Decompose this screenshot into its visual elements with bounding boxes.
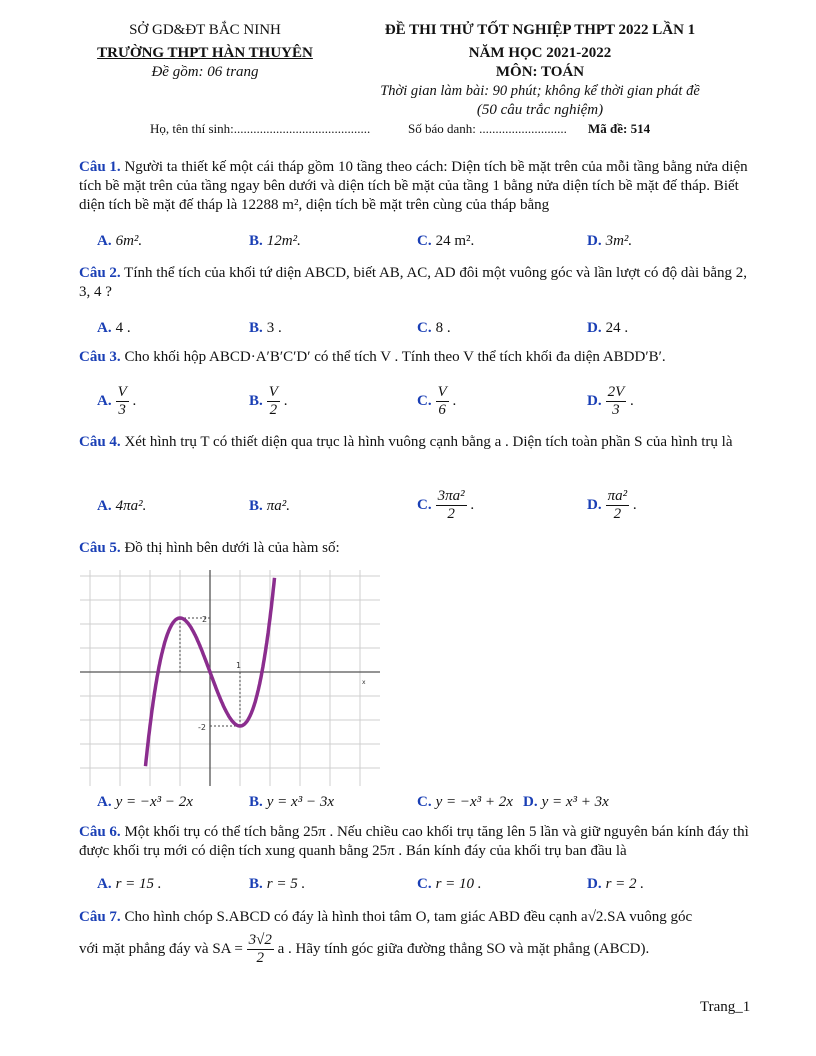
x-axis-label: x (362, 679, 366, 686)
question-1 (79, 158, 759, 215)
function-graph (80, 570, 380, 786)
option-b[interactable]: B. 3 . (249, 320, 282, 336)
question-text: Xét hình trụ T có thiết diện qua trục là hình vuông cạnh bằng a . Diện tích toàn phần S của hình trụ là (124, 434, 733, 450)
candidate-id-line: Số báo danh: ........................... (408, 121, 567, 136)
sa-fraction: $\frac{3√2}{2}$ (248, 932, 272, 966)
tick-label-x1: 1 (236, 661, 242, 670)
school-name: TRƯỜNG THPT HÀN THUYÊN (97, 45, 313, 61)
question-number: Câu 1. (79, 159, 121, 175)
exam-title: ĐỀ THI THỬ TỐT NGHIỆP THPT 2022 LẦN 1 (384, 22, 696, 38)
exam-code: Mã đề: 514 (588, 121, 651, 136)
time-limit: Thời gian làm bài: 90 phút; không kể thời gian phát đề (380, 83, 700, 99)
option-a[interactable]: A. 6m². (97, 233, 143, 249)
question-6 (79, 823, 759, 861)
question-number: Câu 5. (79, 540, 121, 556)
options-q1 (97, 233, 757, 255)
option-c[interactable]: C. 8 . (417, 320, 451, 336)
options-q6 (97, 876, 757, 898)
dept-name: SỞ GD&ĐT BẮC NINH (129, 22, 281, 38)
grid-lines (80, 570, 380, 786)
option-d[interactable]: D. $\frac{2V}{3}$ . (587, 384, 634, 418)
question-text: Cho hình chóp S.ABCD có đáy là hình thoi tâm O, tam giác ABD đều cạnh a√2.SA vuông góc (124, 909, 693, 925)
question-text: Một khối trụ có thể tích bằng 25π . Nếu chiều cao khối trụ tăng lên 5 lần và giữ nguyên bán kính đáy thì được khối trụ mới có diện tích xung quanh bằng 25π . Bán kính đáy của khối trụ ban đầu là (79, 824, 749, 859)
option-d[interactable]: D. 24 . (587, 320, 629, 336)
question-number: Câu 3. (79, 349, 121, 365)
option-a[interactable]: A. r = 15 . (97, 876, 162, 892)
question-text: Tính thể tích của khối tứ diện ABCD, biết AB, AC, AD đôi một vuông góc và lần lượt có độ dài bằng 2, 3, 4 ? (79, 265, 748, 300)
question-number: Câu 4. (79, 434, 121, 450)
question-4 (79, 433, 759, 452)
question-count: (50 câu trắc nghiệm) (476, 102, 604, 118)
option-a[interactable]: A. $\frac{V}{3}$ . (97, 384, 137, 418)
option-c[interactable]: C. r = 10 . (417, 876, 482, 892)
option-d[interactable]: D. y = x³ + 3x (523, 794, 609, 810)
option-b[interactable]: B. y = x³ − 3x (249, 794, 334, 810)
question-text: với mặt phẳng đáy và SA = (79, 940, 243, 957)
question-7 (79, 908, 759, 927)
tick-label-y-neg2: -2 (198, 723, 206, 732)
question-text: Cho khối hộp ABCD·A′B′C′D′ có thể tích V . Tính theo V thể tích khối đa diện ABDD′B′. (124, 349, 666, 365)
options-q5 (97, 794, 757, 816)
option-b[interactable]: B. r = 5 . (249, 876, 306, 892)
option-c[interactable]: C. y = −x³ + 2x (417, 794, 513, 810)
question-5 (79, 539, 759, 558)
school-year: NĂM HỌC 2021-2022 (468, 45, 612, 61)
question-number: Câu 7. (79, 909, 121, 925)
question-text: Người ta thiết kế một cái tháp gồm 10 tầng theo cách: Diện tích bề mặt trên của mỗi tầng bằng nửa diện tích bề mặt trên của tầng ngay bên dưới và diện tích bề mặt của tầng 1 bằng nửa diện tích bề mặt đế tháp. Biết diện tích bề mặt đế tháp là 12288 m², diện tích bề mặt trên cùng của tháp bằng (79, 159, 748, 213)
option-b[interactable]: B. $\frac{V}{2}$ . (249, 384, 288, 418)
option-a[interactable]: A. 4πa². (97, 498, 147, 514)
option-c[interactable]: C. $\frac{V}{6}$ . (417, 384, 457, 418)
question-number: Câu 2. (79, 265, 121, 281)
tick-label-y2: 2 (202, 615, 208, 624)
question-7-line-2 (79, 932, 759, 967)
option-d[interactable]: D. $\frac{\text{πa²}}{2}$ . (587, 488, 637, 522)
option-a[interactable]: A. y = −x³ − 2x (97, 794, 193, 810)
option-d[interactable]: D. 3m². (587, 233, 633, 249)
option-c[interactable]: C. $\frac{\text{3πa²}}{2}$ . (417, 488, 475, 522)
question-3 (79, 348, 759, 367)
question-number: Câu 6. (79, 824, 121, 840)
option-b[interactable]: B. πa². (249, 498, 291, 514)
question-2 (79, 264, 759, 302)
question-text: Đồ thị hình bên dưới là của hàm số: (124, 540, 340, 556)
option-c[interactable]: C. 24 m². (417, 233, 475, 249)
options-q3 (97, 384, 757, 428)
option-d[interactable]: D. r = 2 . (587, 876, 645, 892)
options-q2 (97, 320, 757, 342)
option-b[interactable]: B. 12m². (249, 233, 301, 249)
candidate-name-line: Họ, tên thí sinh:.......................................... (150, 121, 371, 136)
option-a[interactable]: A. 4 . (97, 320, 131, 336)
options-q4 (97, 488, 757, 532)
subject: MÔN: TOÁN (495, 64, 585, 80)
page-number: Trang_1 (700, 999, 751, 1015)
question-text: a . Hãy tính góc giữa đường thẳng SO và mặt phẳng (ABCD). (277, 940, 650, 957)
page-count: Đề gồm: 06 trang (151, 64, 259, 80)
